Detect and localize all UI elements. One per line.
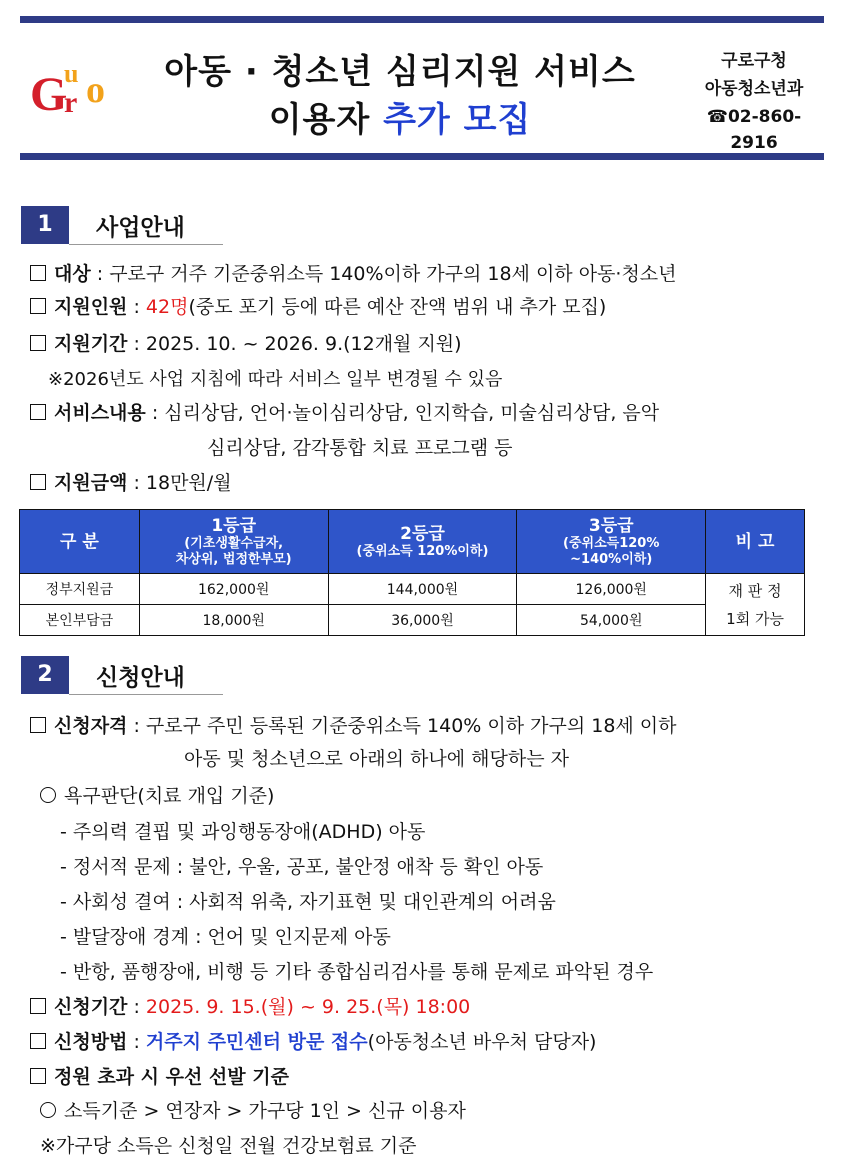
section-2-title: 신청안내 — [96, 665, 185, 691]
checkbox-icon — [30, 717, 46, 733]
period-line — [30, 331, 462, 357]
header-note: 비 고 — [706, 510, 805, 574]
priority-title: 정원 초과 시 우선 선발 기준 — [54, 1066, 289, 1088]
list-item: - 발달장애 경계 : 언어 및 인지문제 아동 — [60, 926, 391, 948]
list-item: - 반항, 품행장애, 비행 등 기타 종합심리검사를 통해 문제로 파악된 경우 — [60, 961, 654, 983]
list-item: - 정서적 문제 : 불안, 우울, 공포, 불안정 애착 등 확인 아동 — [60, 856, 544, 878]
apply-period-value: 2025. 9. 15.(월) ~ 9. 25.(목) 18:00 — [145, 996, 471, 1018]
period-label: 지원기간 — [54, 333, 128, 355]
apply-period-label: 신청기간 — [54, 996, 128, 1018]
target-label: 대상 — [54, 263, 91, 285]
phone-number: ☎02-860-2916 — [706, 107, 802, 153]
apply-method-note: (아동청소년 바우처 담당자) — [367, 1031, 597, 1053]
svg-text:u: u — [64, 59, 79, 88]
note-line-2: 1회 가능 — [726, 609, 784, 628]
title-plain: 이용자 — [268, 100, 371, 140]
header-grade1: 1등급 (기초생활수급자, 차상위, 법정한부모) — [139, 510, 328, 574]
checkbox-icon — [30, 1033, 46, 1049]
checkbox-icon — [30, 998, 46, 1014]
period-note: ※2026년도 사업 지침에 따라 서비스 일부 변경될 수 있음 — [48, 369, 503, 390]
amount-label: 지원금액 — [54, 472, 128, 494]
checkbox-icon — [30, 474, 46, 490]
priority-title-line — [30, 1064, 289, 1090]
apply-method-line — [30, 1029, 596, 1055]
title-highlight: 추가 모집 — [383, 100, 532, 140]
circle-bullet-icon — [40, 1102, 56, 1118]
checkbox-icon — [30, 1068, 46, 1084]
apply-period-line — [30, 994, 470, 1020]
amount-text: : 18만원/월 — [127, 472, 232, 494]
dept-name: 아동청소년과 — [704, 79, 804, 99]
cell-grade3: 54,000원 — [517, 605, 706, 636]
row-label: 정부지원금 — [20, 574, 140, 605]
need-title-line — [40, 783, 274, 809]
service-text-1: : 심리상담, 언어·놀이심리상담, 인지학습, 미술심리상담, 음악 — [145, 402, 660, 424]
eligibility-text-2: 아동 및 청소년으로 아래의 하나에 해당하는 자 — [184, 748, 569, 770]
cell-grade1: 18,000원 — [139, 605, 328, 636]
section-2-number: 2 — [21, 656, 69, 694]
target-line — [30, 261, 677, 287]
service-text-2: 심리상담, 감각통합 치료 프로그램 등 — [207, 437, 513, 459]
section-1-underline — [69, 244, 223, 245]
title-line-2 — [140, 92, 660, 141]
svg-text:r: r — [64, 86, 78, 119]
target-text: : 구로구 거주 기준중위소득 140%이하 가구의 18세 이하 아동·청소년 — [90, 263, 677, 285]
section-1-title: 사업안내 — [96, 215, 185, 241]
checkbox-icon — [30, 335, 46, 351]
header-category: 구 분 — [20, 510, 140, 574]
cell-grade2: 144,000원 — [328, 574, 517, 605]
row-label: 본인부담금 — [20, 605, 140, 636]
cell-note — [706, 574, 805, 636]
checkbox-icon — [30, 298, 46, 314]
apply-method-value: 거주지 주민센터 방문 접수 — [145, 1031, 368, 1053]
service-label: 서비스내용 — [54, 402, 146, 424]
svg-text:o: o — [86, 69, 105, 111]
top-rule — [20, 16, 824, 23]
eligibility-line — [30, 713, 677, 739]
apply-method-label: 신청방법 — [54, 1031, 128, 1053]
cell-grade1: 162,000원 — [139, 574, 328, 605]
service-line — [30, 400, 659, 426]
circle-bullet-icon — [40, 787, 56, 803]
quota-sep: : — [127, 296, 146, 318]
apply-method-sep: : — [127, 1031, 146, 1053]
priority-order: 소득기준 > 연장자 > 가구당 1인 > 신규 이용자 — [64, 1100, 466, 1122]
priority-order-line — [40, 1098, 466, 1124]
income-note: ※가구당 소득은 신청일 전월 건강보험료 기준 — [40, 1135, 417, 1157]
header-grade2: 2등급 (중위소득 120%이하) — [328, 510, 517, 574]
list-item: - 사회성 결여 : 사회적 위축, 자기표현 및 대인관계의 어려움 — [60, 891, 556, 913]
need-title: 욕구판단(치료 개입 기준) — [64, 785, 275, 807]
table-row — [20, 605, 805, 636]
table-header-row — [20, 510, 805, 574]
eligibility-label: 신청자격 — [54, 715, 128, 737]
apply-period-sep: : — [127, 996, 146, 1018]
title-line-1: 아동 · 청소년 심리지원 서비스 — [164, 52, 636, 92]
amount-line — [30, 470, 232, 496]
checkbox-icon — [30, 404, 46, 420]
checkbox-icon — [30, 265, 46, 281]
note-line-1: 재 판 정 — [728, 581, 782, 600]
svg-text:G: G — [30, 68, 68, 121]
period-text: : 2025. 10. ~ 2026. 9.(12개월 지원) — [127, 333, 462, 355]
quota-line — [30, 294, 606, 320]
quota-note: (중도 포기 등에 따른 예산 잔액 범위 내 추가 모집) — [188, 296, 607, 318]
support-fee-table — [19, 509, 805, 636]
list-item: - 주의력 결핍 및 과잉행동장애(ADHD) 아동 — [60, 821, 426, 843]
section-2-underline — [69, 694, 223, 695]
cell-grade2: 36,000원 — [328, 605, 517, 636]
header-grade3: 3등급 (중위소득120% ~140%이하) — [517, 510, 706, 574]
bottom-rule — [20, 153, 824, 160]
eligibility-text-1: : 구로구 주민 등록된 기준중위소득 140% 이하 가구의 18세 이하 — [127, 715, 677, 737]
org-name: 구로구청 — [721, 51, 787, 71]
cell-grade3: 126,000원 — [517, 574, 706, 605]
quota-value: 42명 — [145, 296, 189, 318]
quota-label: 지원인원 — [54, 296, 128, 318]
guro-logo — [30, 52, 130, 122]
section-1-number: 1 — [21, 206, 69, 244]
table-row — [20, 574, 805, 605]
